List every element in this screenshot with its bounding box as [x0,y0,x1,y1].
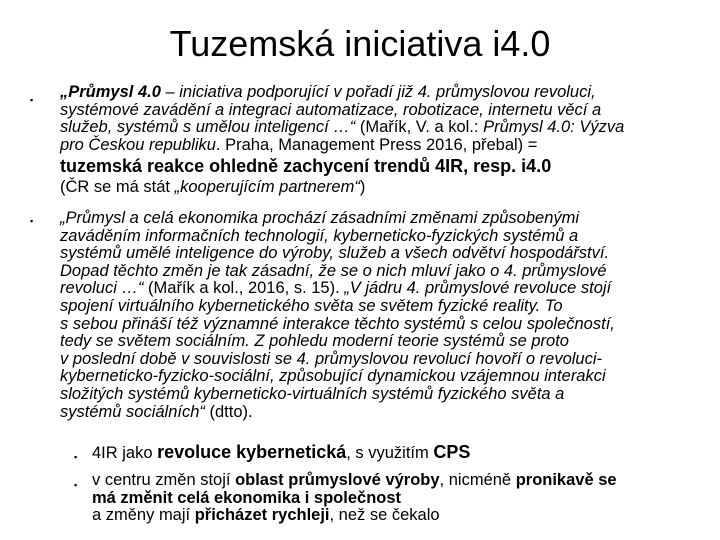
highlight-line: tuzemská reakce ohledně zachycení trendů 4IR, resp. i4.0 [60,156,552,177]
text-line: složitých systémů kyberneticko-virtuálních systémů fyzického světa a [60,384,565,403]
plain-text: , s využitím [346,444,434,462]
plain-text: (Mařík, V. a kol.: [355,118,484,137]
emphasis-text: revoluce kybernetická [157,442,347,462]
bullet-paragraph-prumysl-4 [60,84,700,197]
text-line: v poslední době v souvislosti se 4. průmyslovou revolucí hovoří o revoluci- [60,349,603,368]
text-line: kyberneticko-fyzicko-sociální, způsobující dynamickou vzájemnou interakci [60,367,606,386]
text-line [60,84,700,102]
book-title: Průmysl 4.0: Výzva [483,118,625,137]
bold-text: přicházet rychleji [194,506,330,525]
plain-text: (Mařík a kol., 2016, s. 15). [143,279,345,298]
sub-bullet-marker: ▪ [74,480,78,490]
plain-text: . Praha, Management Press 2016, přebal) = [215,135,538,154]
sub-bullet-industry-center [92,472,712,525]
text-line [92,472,712,490]
text-line: tedy se světem sociálním. Z pohledu moderní teorie systémů se proto [60,332,569,351]
plain-text: a změny mají [92,506,195,525]
plain-text: v centru změn stojí [92,471,236,489]
text-line: s sebou přináší též významné interakce těchto systémů s celou společností, [60,314,615,333]
text-line: spojení virtuálního kybernetického světa se světem fyzické reality. To [60,296,563,315]
text-line [60,137,700,155]
italic-text: – iniciativa podporující v pořadí již 4. průmyslovou revoluci, [160,83,596,101]
slide-title: Tuzemská iniciativa i4.0 [169,23,551,64]
sub-bullet-cyber-revolution [92,444,712,463]
italic-text: „kooperujícím partnerem“ [174,178,360,197]
book-title: pro Českou republiku [60,135,216,154]
bullet-marker: ▪ [30,216,34,226]
italic-text: systémů sociálních“ [60,402,205,421]
text-line [60,119,700,137]
italic-text: služeb, systémů s umělou inteligencí …“ [60,118,356,137]
text-line [60,179,700,197]
emphasis-text: „Průmysl 4.0 [60,83,161,101]
sub-bullet-marker: ▪ [74,452,78,462]
text-line: Dopad těchto změn je tak zásadní, že se o nich mluví jako o 4. průmyslové [60,261,607,280]
text-line: systémové zavádění a integraci automatizace, robotizace, internetu věcí a [60,100,602,119]
italic-text: „V jádru 4. průmyslové revoluce stojí [344,279,612,298]
plain-text: , nicméně [439,471,516,489]
bold-text: pronikavě se [515,471,617,489]
bullet-paragraph-quote [60,210,700,421]
plain-text: (ČR se má stát [60,178,175,197]
text-line: systémů umělé inteligence do výroby, služeb a všech odvětví hospodářství. [60,244,610,263]
text-line [60,404,700,422]
text-line: má změnit celá ekonomika i společnost [92,488,402,507]
emphasis-text: CPS [433,442,471,462]
text-line: zaváděním informačních technologií, kyberneticko-fyzických systémů a [60,226,579,245]
plain-text: , než se čekalo [329,506,440,525]
bullet-marker: ▪ [30,95,34,105]
text-line [92,507,712,525]
plain-text: 4IR jako [92,444,158,462]
plain-text: ) [359,178,366,197]
bold-text: oblast průmyslové výroby [235,471,440,489]
text-line [60,280,700,298]
italic-text: revoluci …“ [60,279,144,298]
plain-text: (dtto). [204,402,253,421]
text-line: „Průmysl a celá ekonomika prochází zásadními změnami způsobenými [60,209,580,227]
